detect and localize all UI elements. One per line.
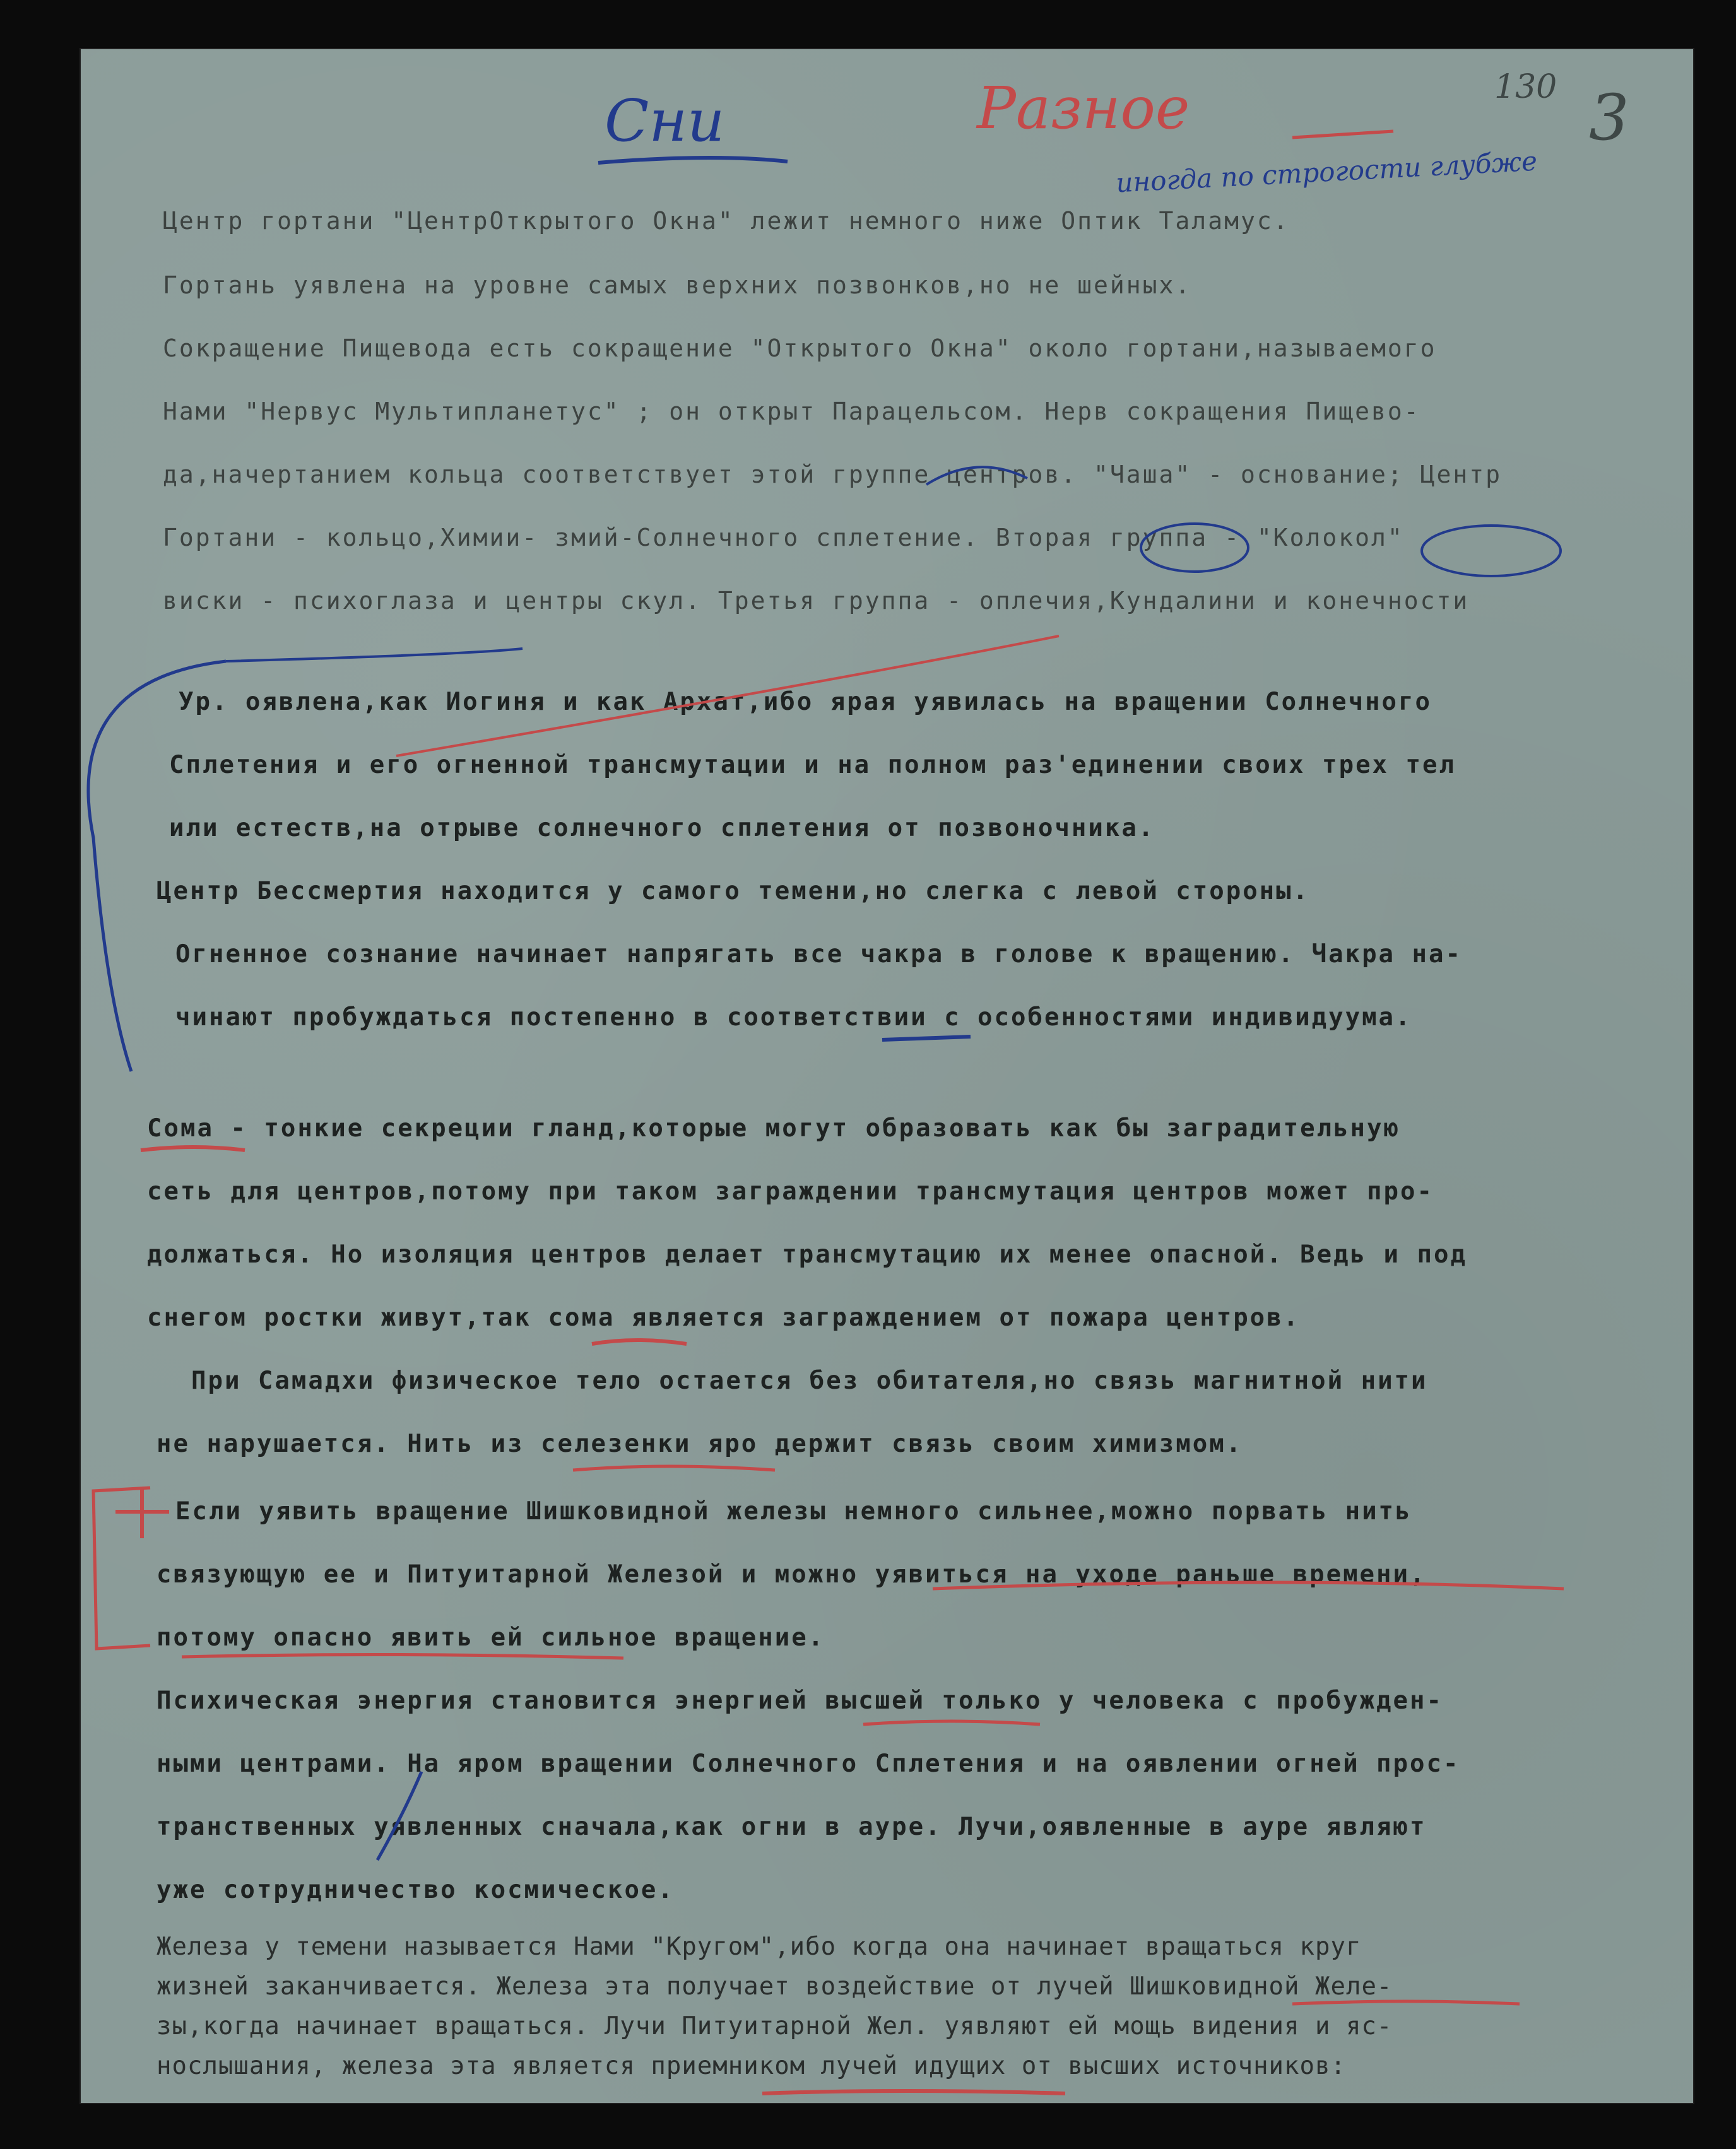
text-line: Гортани - кольцо,Химии- змий-Солнечного сплетение. Вторая группа - "Колокол" — [163, 524, 1404, 551]
text-line: или естеств,на отрыве солнечного сплетения от позвоночника. — [169, 814, 1155, 842]
text-line: Сома - тонкие секреции гланд,которые могут образовать как бы заградительную — [147, 1114, 1400, 1143]
text-line: виски - психоглаза и центры скул. Третья группа - оплечия,Кундалини и конечности — [163, 587, 1470, 615]
text-line: уже сотрудничество космическое. — [156, 1876, 675, 1904]
text-line: нослышания, железа эта является приемником лучей идущих от высших источников: — [156, 2052, 1346, 2080]
text-line: Гортань уявлена на уровне самых верхних позвонков,но не шейных. — [163, 271, 1192, 299]
text-line: снегом ростки живут,так сома является заграждением от пожара центров. — [147, 1304, 1301, 1332]
annotation-marks — [81, 49, 1693, 2103]
page-number: 130 — [1494, 68, 1557, 106]
text-line: Если уявить вращение Шишковидной железы немного сильнее,можно порвать нить — [175, 1497, 1412, 1526]
typewritten-page — [81, 49, 1693, 2103]
corner-mark: 3 — [1589, 81, 1629, 155]
text-line: Огненное сознание начинает напрягать все чакра в голове к вращению. Чакра на- — [175, 940, 1462, 969]
text-line: Сплетения и его огненной трансмутации и на полном раз'единении своих трех тел — [169, 751, 1456, 779]
text-line: чинают пробуждаться постепенно в соответствии с особенностями индивидуума. — [175, 1003, 1412, 1032]
text-line: Центр Бессмертия находится у самого темени,но слегка с левой стороны. — [156, 877, 1310, 905]
text-line: жизней заканчивается. Железа эта получает воздействие от лучей Шишковидной Желе- — [156, 1972, 1393, 2001]
text-line: При Самадхи физическое тело остается без обитателя,но связь магнитной нити — [191, 1367, 1428, 1395]
text-line: сеть для центров,потому при таком заграждении трансмутация центров может про- — [147, 1177, 1434, 1206]
text-line: зы,когда начинает вращаться. Лучи Питуитарной Жел. уявляют ей мощь видения и яс- — [156, 2012, 1393, 2040]
text-line: потому опасно явить ей сильное вращение. — [156, 1623, 825, 1652]
text-line: транственных уявленных сначала,как огни в ауре. Лучи,оявленные в ауре являют — [156, 1813, 1427, 1841]
text-line: Ур. оявлена,как Иогиня и как Архат,ибо ярая уявилась на вращении Солнечного — [179, 688, 1432, 716]
text-line: связующую ее и Питуитарной Железой и можно уявиться на уходе раньше времени, — [156, 1560, 1427, 1589]
text-line: Железа у темени называется Нами "Кругом",ибо когда она начинает вращаться круг — [156, 1933, 1362, 1961]
text-line: Сокращение Пищевода есть сокращение "Открытого Окна" около гортани,называемого — [163, 334, 1437, 362]
margin-note-blue: Сни — [605, 87, 725, 155]
text-line: Центр гортани "ЦентрОткрытого Окна" лежит немного ниже Оптик Таламус. — [163, 207, 1290, 235]
text-line: должаться. Но изоляция центров делает трансмутацию их менее опасной. Ведь и под — [147, 1240, 1467, 1269]
margin-note-red: Разное — [977, 74, 1190, 142]
insert-note: иногда по строгости глубже — [1115, 145, 1538, 199]
text-line: Нами "Нервус Мультипланетус" ; он открыт Парацельсом. Нерв сокращения Пищево- — [163, 397, 1420, 425]
text-line: не нарушается. Нить из селезенки яро держит связь своим химизмом. — [156, 1430, 1243, 1458]
text-line: да,начертанием кольца соответствует этой группе центров. "Чаша" - основание; Центр — [163, 461, 1502, 488]
text-line: Психическая энергия становится энергией высшей только у человека с пробужден- — [156, 1687, 1443, 1715]
text-line: ными центрами. На яром вращении Солнечного Сплетения и на оявлении огней прос- — [156, 1750, 1460, 1778]
